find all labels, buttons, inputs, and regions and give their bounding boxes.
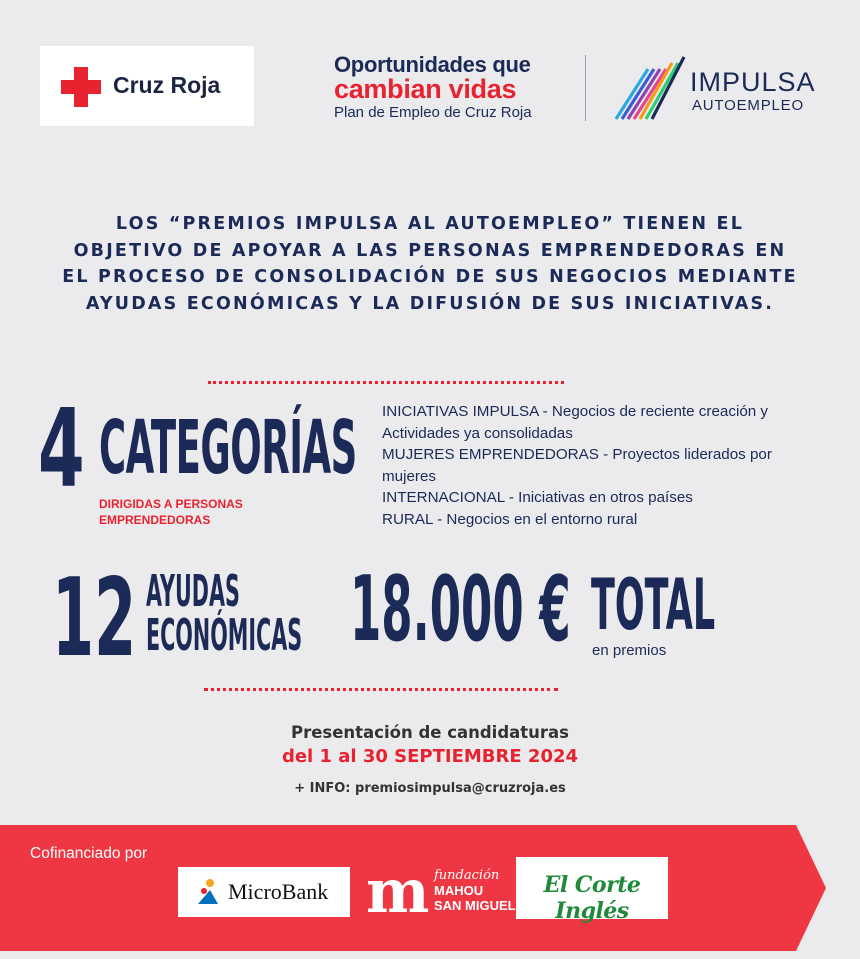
mahou-logo-icon: m [366,857,430,927]
info-email[interactable]: + INFO: premiosimpulsa@cruzroja.es [294,781,566,796]
ayudas-label: AYUDAS ECONÓMICAS [146,566,303,661]
categories-subtitle: DIRIGIDAS A PERSONAS EMPRENDEDORAS [99,497,243,527]
impulsa-subtitle: AUTOEMPLEO [692,97,804,114]
cofinanced-label: Cofinanciado por [30,845,148,862]
mahou-san-miguel: SAN MIGUEL [434,898,516,913]
cruz-roja-name: Cruz Roja [113,72,221,98]
prize-amount: 18.000 € [350,557,571,662]
categories-title: CATEGORÍAS [99,405,357,491]
dotted-divider-bottom [204,688,558,691]
red-cross-icon [61,67,101,107]
mahou-name: MAHOU [434,883,484,898]
el-corte-ingles-logo [516,857,668,924]
category-item: RURAL - Negocios en el entorno rural [382,510,638,528]
campaign-subtitle: Plan de Empleo de Cruz Roja [334,104,532,121]
categories-count: 4 [38,387,85,512]
header-divider [585,55,586,121]
microbank-star-icon [196,878,222,906]
dotted-divider-top [208,381,564,384]
category-item: MUJERES EMPRENDEDORAS - Proyectos liderados por mujeres [382,446,772,485]
intro-text: LOS “PREMIOS IMPULSA AL AUTOEMPLEO” TIENEN EL OBJETIVO DE APOYAR A LAS PERSONAS EMPRENDEDORAS EN EL PROCESO DE CONSOLIDACIÓN DE SUS NEGOCIOS MEDIANTE AYUDAS ECONÓMICAS Y LA DIFUSIÓN DE SUS INICIATIVAS. [62,214,798,314]
total-sublabel: en premios [592,642,667,659]
mahou-fundacion: fundación [434,868,500,883]
impulsa-title: IMPULSA [690,67,816,97]
microbank-name: MicroBank [228,879,329,904]
total-label: TOTAL [591,564,716,646]
submission-heading: Presentación de candidaturas [290,723,569,742]
category-item: INICIATIVAS IMPULSA - Negocios de reciente creación y Actividades ya consolidadas [382,403,769,442]
campaign-title-line1: Oportunidades que [334,52,531,77]
cruz-roja-logo [40,46,254,126]
ayudas-count: 12 [52,556,137,681]
el-corte-ingles-name: El Corte Inglés [543,872,641,924]
microbank-logo [178,867,350,917]
submission-dates: del 1 al 30 SEPTIEMBRE 2024 [281,746,579,767]
categories-list [382,401,792,530]
impulsa-logo-icon [614,55,686,121]
category-item: INTERNACIONAL - Iniciativas en otros países [382,489,693,506]
campaign-title-line2: cambian vidas [334,74,517,104]
